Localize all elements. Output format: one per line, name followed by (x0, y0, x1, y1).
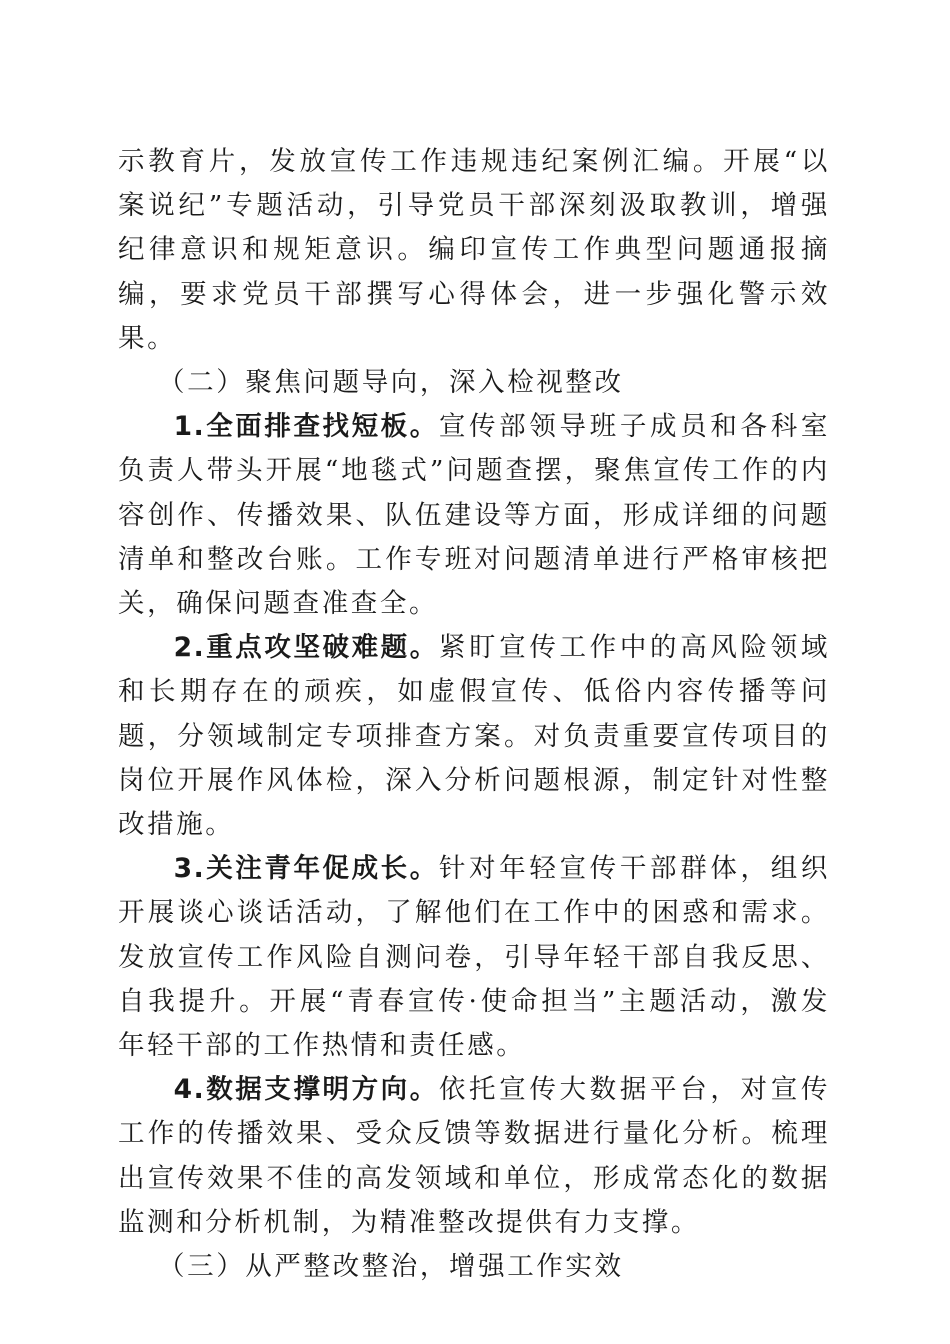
item-2-lead: 2.重点攻坚破难题。 (173, 632, 439, 664)
item-1-body: 宣传部领导班子成员和各科室负责人带头开展“地毯式”问题查摆，聚焦宣传工作的内容创作、传播效果、队伍建设等方面，形成详细的问题清单和整改台账。工作专班对问题清单进行严格审核把关，确保问题查准查全。 (118, 411, 830, 620)
item-3-body: 针对年轻宣传干部群体，组织开展谈心谈话活动，了解他们在工作中的困惑和需求。发放宣传工作风险自测问卷，引导年轻干部自我反思、自我提升。开展“青春宣传·使命担当”主题活动，激发年轻干部的工作热情和责任感。 (118, 853, 830, 1062)
list-item-4 (118, 1068, 830, 1245)
list-item-2 (118, 626, 830, 847)
item-1-lead: 1.全面排查找短板。 (173, 411, 439, 443)
list-item-1 (118, 405, 830, 626)
list-item-3 (118, 847, 830, 1068)
item-2-body: 紧盯宣传工作中的高风险领域和长期存在的顽疾，如虚假宣传、低俗内容传播等问题，分领域制定专项排查方案。对负责重要宣传项目的岗位开展作风体检，深入分析问题根源，制定针对性整改措施。 (118, 632, 830, 841)
item-4-lead: 4.数据支撑明方向。 (173, 1074, 439, 1106)
paragraph-intro: 示教育片，发放宣传工作违规违纪案例汇编。开展“以案说纪”专题活动，引导党员干部深刻汲取教训，增强纪律意识和规矩意识。编印宣传工作典型问题通报摘编，要求党员干部撰写心得体会，进一步强化警示效果。 (118, 146, 830, 354)
section-heading-2: （二）聚焦问题导向，深入检视整改 (158, 367, 624, 399)
section-heading-3: （三）从严整改整治，增强工作实效 (158, 1251, 624, 1283)
document-page (118, 140, 830, 1289)
item-4-body: 依托宣传大数据平台，对宣传工作的传播效果、受众反馈等数据进行量化分析。梳理出宣传效果不佳的高发领域和单位，形成常态化的数据监测和分析机制，为精准整改提供有力支撑。 (118, 1074, 830, 1238)
item-3-lead: 3.关注青年促成长。 (173, 853, 439, 885)
